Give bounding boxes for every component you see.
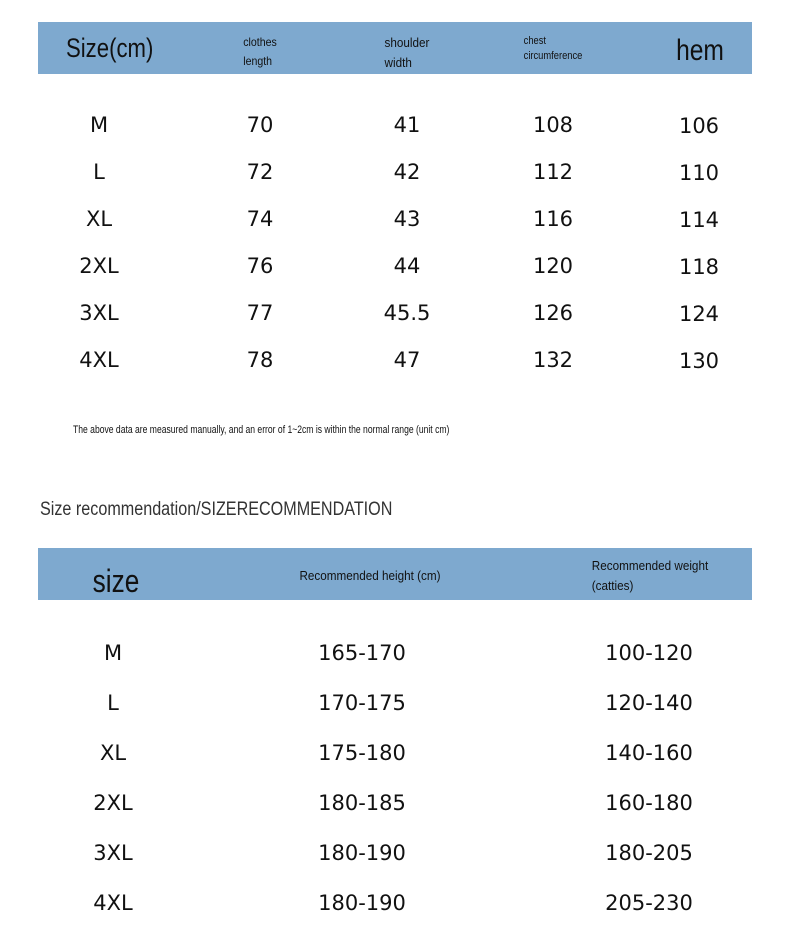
rec-size-header: size bbox=[92, 563, 140, 599]
chest-header bbox=[524, 34, 583, 64]
rec-weight-cell: 140-160 bbox=[605, 741, 693, 765]
length-cell: 78 bbox=[246, 348, 274, 372]
chest-header-line1: chest bbox=[523, 35, 546, 47]
measurement-note: The above data are measured manually, and an error of 1~2cm is within the normal range (unit cm) bbox=[73, 424, 450, 436]
recommendation-title: Size recommendation/SIZERECOMMENDATION bbox=[40, 499, 393, 520]
rec-weight-cell: 205-230 bbox=[605, 891, 693, 915]
hem-header: hem bbox=[676, 34, 724, 67]
hem-cell: 110 bbox=[678, 161, 720, 185]
rec-height-cell: 180-190 bbox=[318, 891, 406, 915]
shoulder-cell: 44 bbox=[393, 254, 421, 278]
clothes-length-header-line2: length bbox=[243, 54, 273, 68]
size-cell: 3XL bbox=[79, 301, 119, 325]
length-cell: 72 bbox=[246, 160, 274, 184]
length-cell: 74 bbox=[246, 207, 274, 231]
clothes-length-header bbox=[243, 33, 276, 71]
rec-size-cell: XL bbox=[99, 741, 127, 765]
rec-weight-cell: 180-205 bbox=[605, 841, 693, 865]
shoulder-cell: 41 bbox=[393, 113, 421, 137]
chest-cell: 126 bbox=[532, 301, 574, 325]
rec-weight-header bbox=[592, 556, 708, 596]
chest-cell: 116 bbox=[532, 207, 574, 231]
hem-cell: 106 bbox=[678, 114, 720, 138]
rec-height-header: Recommended height (cm) bbox=[299, 568, 441, 583]
rec-size-cell: M bbox=[103, 641, 123, 665]
rec-weight-header-line1: Recommended weight bbox=[591, 558, 709, 573]
shoulder-cell: 42 bbox=[393, 160, 421, 184]
rec-size-cell: 3XL bbox=[93, 841, 133, 865]
rec-height-cell: 180-185 bbox=[318, 791, 406, 815]
rec-height-cell: 165-170 bbox=[318, 641, 406, 665]
hem-cell: 114 bbox=[678, 208, 720, 232]
shoulder-width-header-line1: shoulder bbox=[384, 35, 430, 50]
shoulder-width-header bbox=[385, 33, 430, 73]
rec-weight-cell: 160-180 bbox=[605, 791, 693, 815]
size-cell: 2XL bbox=[79, 254, 119, 278]
shoulder-cell: 45.5 bbox=[383, 301, 431, 325]
chest-cell: 108 bbox=[532, 113, 574, 137]
shoulder-cell: 43 bbox=[393, 207, 421, 231]
size-cell: 4XL bbox=[79, 348, 119, 372]
chest-cell: 112 bbox=[532, 160, 574, 184]
rec-size-cell: 4XL bbox=[93, 891, 133, 915]
size-cell: M bbox=[89, 113, 109, 137]
rec-height-cell: 170-175 bbox=[318, 691, 406, 715]
chest-header-line2: circumference bbox=[523, 50, 583, 62]
rec-weight-cell: 120-140 bbox=[605, 691, 693, 715]
size-header-label: Size(cm) bbox=[66, 33, 154, 63]
length-cell: 76 bbox=[246, 254, 274, 278]
clothes-length-header-line1: clothes bbox=[243, 35, 277, 49]
rec-weight-header-line2: (catties) bbox=[591, 578, 634, 593]
chest-cell: 120 bbox=[532, 254, 574, 278]
length-cell: 77 bbox=[246, 301, 274, 325]
hem-cell: 124 bbox=[678, 302, 720, 326]
rec-size-cell: 2XL bbox=[93, 791, 133, 815]
hem-cell: 118 bbox=[678, 255, 720, 279]
length-cell: 70 bbox=[246, 113, 274, 137]
rec-size-cell: L bbox=[107, 691, 119, 715]
size-cell: XL bbox=[85, 207, 113, 231]
rec-weight-cell: 100-120 bbox=[605, 641, 693, 665]
size-cell: L bbox=[93, 160, 105, 184]
hem-cell: 130 bbox=[678, 349, 720, 373]
chest-cell: 132 bbox=[532, 348, 574, 372]
shoulder-cell: 47 bbox=[393, 348, 421, 372]
rec-height-cell: 175-180 bbox=[318, 741, 406, 765]
rec-height-cell: 180-190 bbox=[318, 841, 406, 865]
shoulder-width-header-line2: width bbox=[384, 55, 412, 70]
